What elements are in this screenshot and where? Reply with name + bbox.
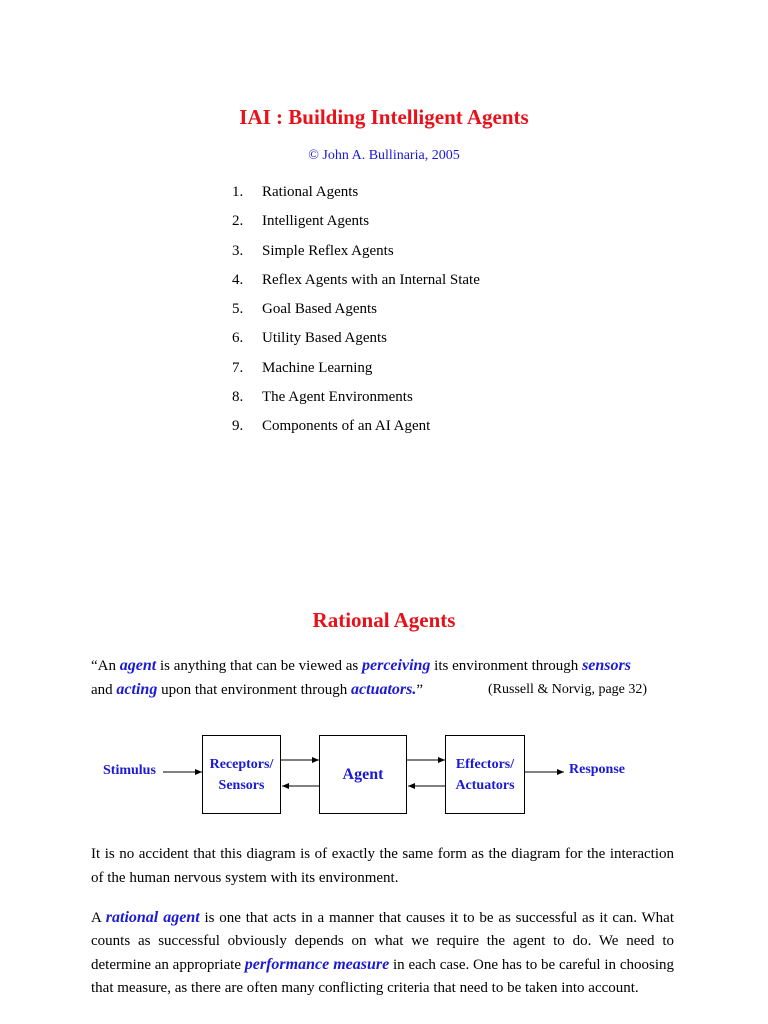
keyword-acting: acting xyxy=(116,681,158,698)
toc-item xyxy=(232,240,480,269)
para-text: A xyxy=(91,910,106,926)
keyword-sensors: sensors xyxy=(582,657,631,674)
paragraph-rational-agent xyxy=(91,906,674,1000)
toc-number: 8. xyxy=(232,389,244,406)
toc-item xyxy=(232,210,480,239)
agent-diagram xyxy=(90,728,670,824)
definition-quote xyxy=(91,654,674,702)
toc-label: Simple Reflex Agents xyxy=(262,242,394,259)
toc-number: 4. xyxy=(232,271,244,288)
quote-text: “An xyxy=(91,658,120,674)
quote-text: its environment through xyxy=(430,658,583,674)
receptors-sensors-box xyxy=(202,735,281,814)
toc-label: Components of an AI Agent xyxy=(262,418,431,435)
stimulus-label: Stimulus xyxy=(103,763,156,778)
citation: (Russell & Norvig, page 32) xyxy=(488,682,648,697)
toc-number: 7. xyxy=(232,359,244,376)
section-title: Rational Agents xyxy=(312,608,456,632)
toc-item xyxy=(232,357,480,386)
document-title: IAI : Building Intelligent Agents xyxy=(239,105,529,129)
copyright-line: © John A. Bullinaria, 2005 xyxy=(308,148,460,163)
keyword-agent: agent xyxy=(119,657,157,674)
effectors-label: Effectors/ xyxy=(455,756,515,772)
quote-line-1 xyxy=(91,654,674,678)
paragraph-diagram-note: It is no accident that this diagram is of exactly the same form as the diagram for the interaction of the human nervous system with its environment. xyxy=(91,846,674,886)
toc-item xyxy=(232,269,480,298)
toc-number: 3. xyxy=(232,242,244,259)
toc-item xyxy=(232,181,480,210)
keyword-actuators: actuators. xyxy=(351,681,417,698)
response-label: Response xyxy=(569,762,626,777)
toc-item xyxy=(232,415,480,444)
table-of-contents xyxy=(232,181,480,445)
para-text: is one that acts in a manner that causes it to be as successful as it can. What counts as successful obviously depends on what we require the agent to do. We need to determine an appropriate xyxy=(91,910,674,973)
toc-label: Machine Learning xyxy=(262,359,373,376)
toc-item xyxy=(232,386,480,415)
toc-number: 9. xyxy=(232,418,244,435)
quote-text: and xyxy=(91,682,117,698)
effectors-actuators-box xyxy=(445,735,525,814)
toc-label: Intelligent Agents xyxy=(262,213,370,230)
quote-line-2 xyxy=(91,678,674,702)
quote-text: ” xyxy=(416,682,424,698)
sensors-label: Sensors xyxy=(218,777,265,793)
agent-label: Agent xyxy=(342,765,384,783)
toc-item xyxy=(232,327,480,356)
toc-number: 5. xyxy=(232,301,244,318)
toc-number: 6. xyxy=(232,330,244,347)
keyword-performance-measure: performance measure xyxy=(244,956,390,973)
quote-text: is anything that can be viewed as xyxy=(156,658,362,674)
quote-text: upon that environment through xyxy=(157,682,352,698)
toc-label: Goal Based Agents xyxy=(262,301,377,318)
actuators-label: Actuators xyxy=(455,777,515,793)
toc-number: 1. xyxy=(232,184,244,200)
toc-label: Utility Based Agents xyxy=(262,330,387,347)
toc-label: Reflex Agents with an Internal State xyxy=(262,271,480,288)
para-text: in each case. One has to be careful in choosing that measure, as there are often many conflicting criteria that need to be taken into account. xyxy=(91,957,674,996)
agent-box xyxy=(319,735,407,814)
keyword-perceiving: perceiving xyxy=(361,657,431,674)
toc-label: The Agent Environments xyxy=(262,389,413,406)
receptors-label: Receptors/ xyxy=(209,756,274,772)
toc-label: Rational Agents xyxy=(262,184,359,200)
toc-item xyxy=(232,298,480,327)
toc-number: 2. xyxy=(232,213,244,230)
keyword-rational-agent: rational agent xyxy=(105,909,200,926)
